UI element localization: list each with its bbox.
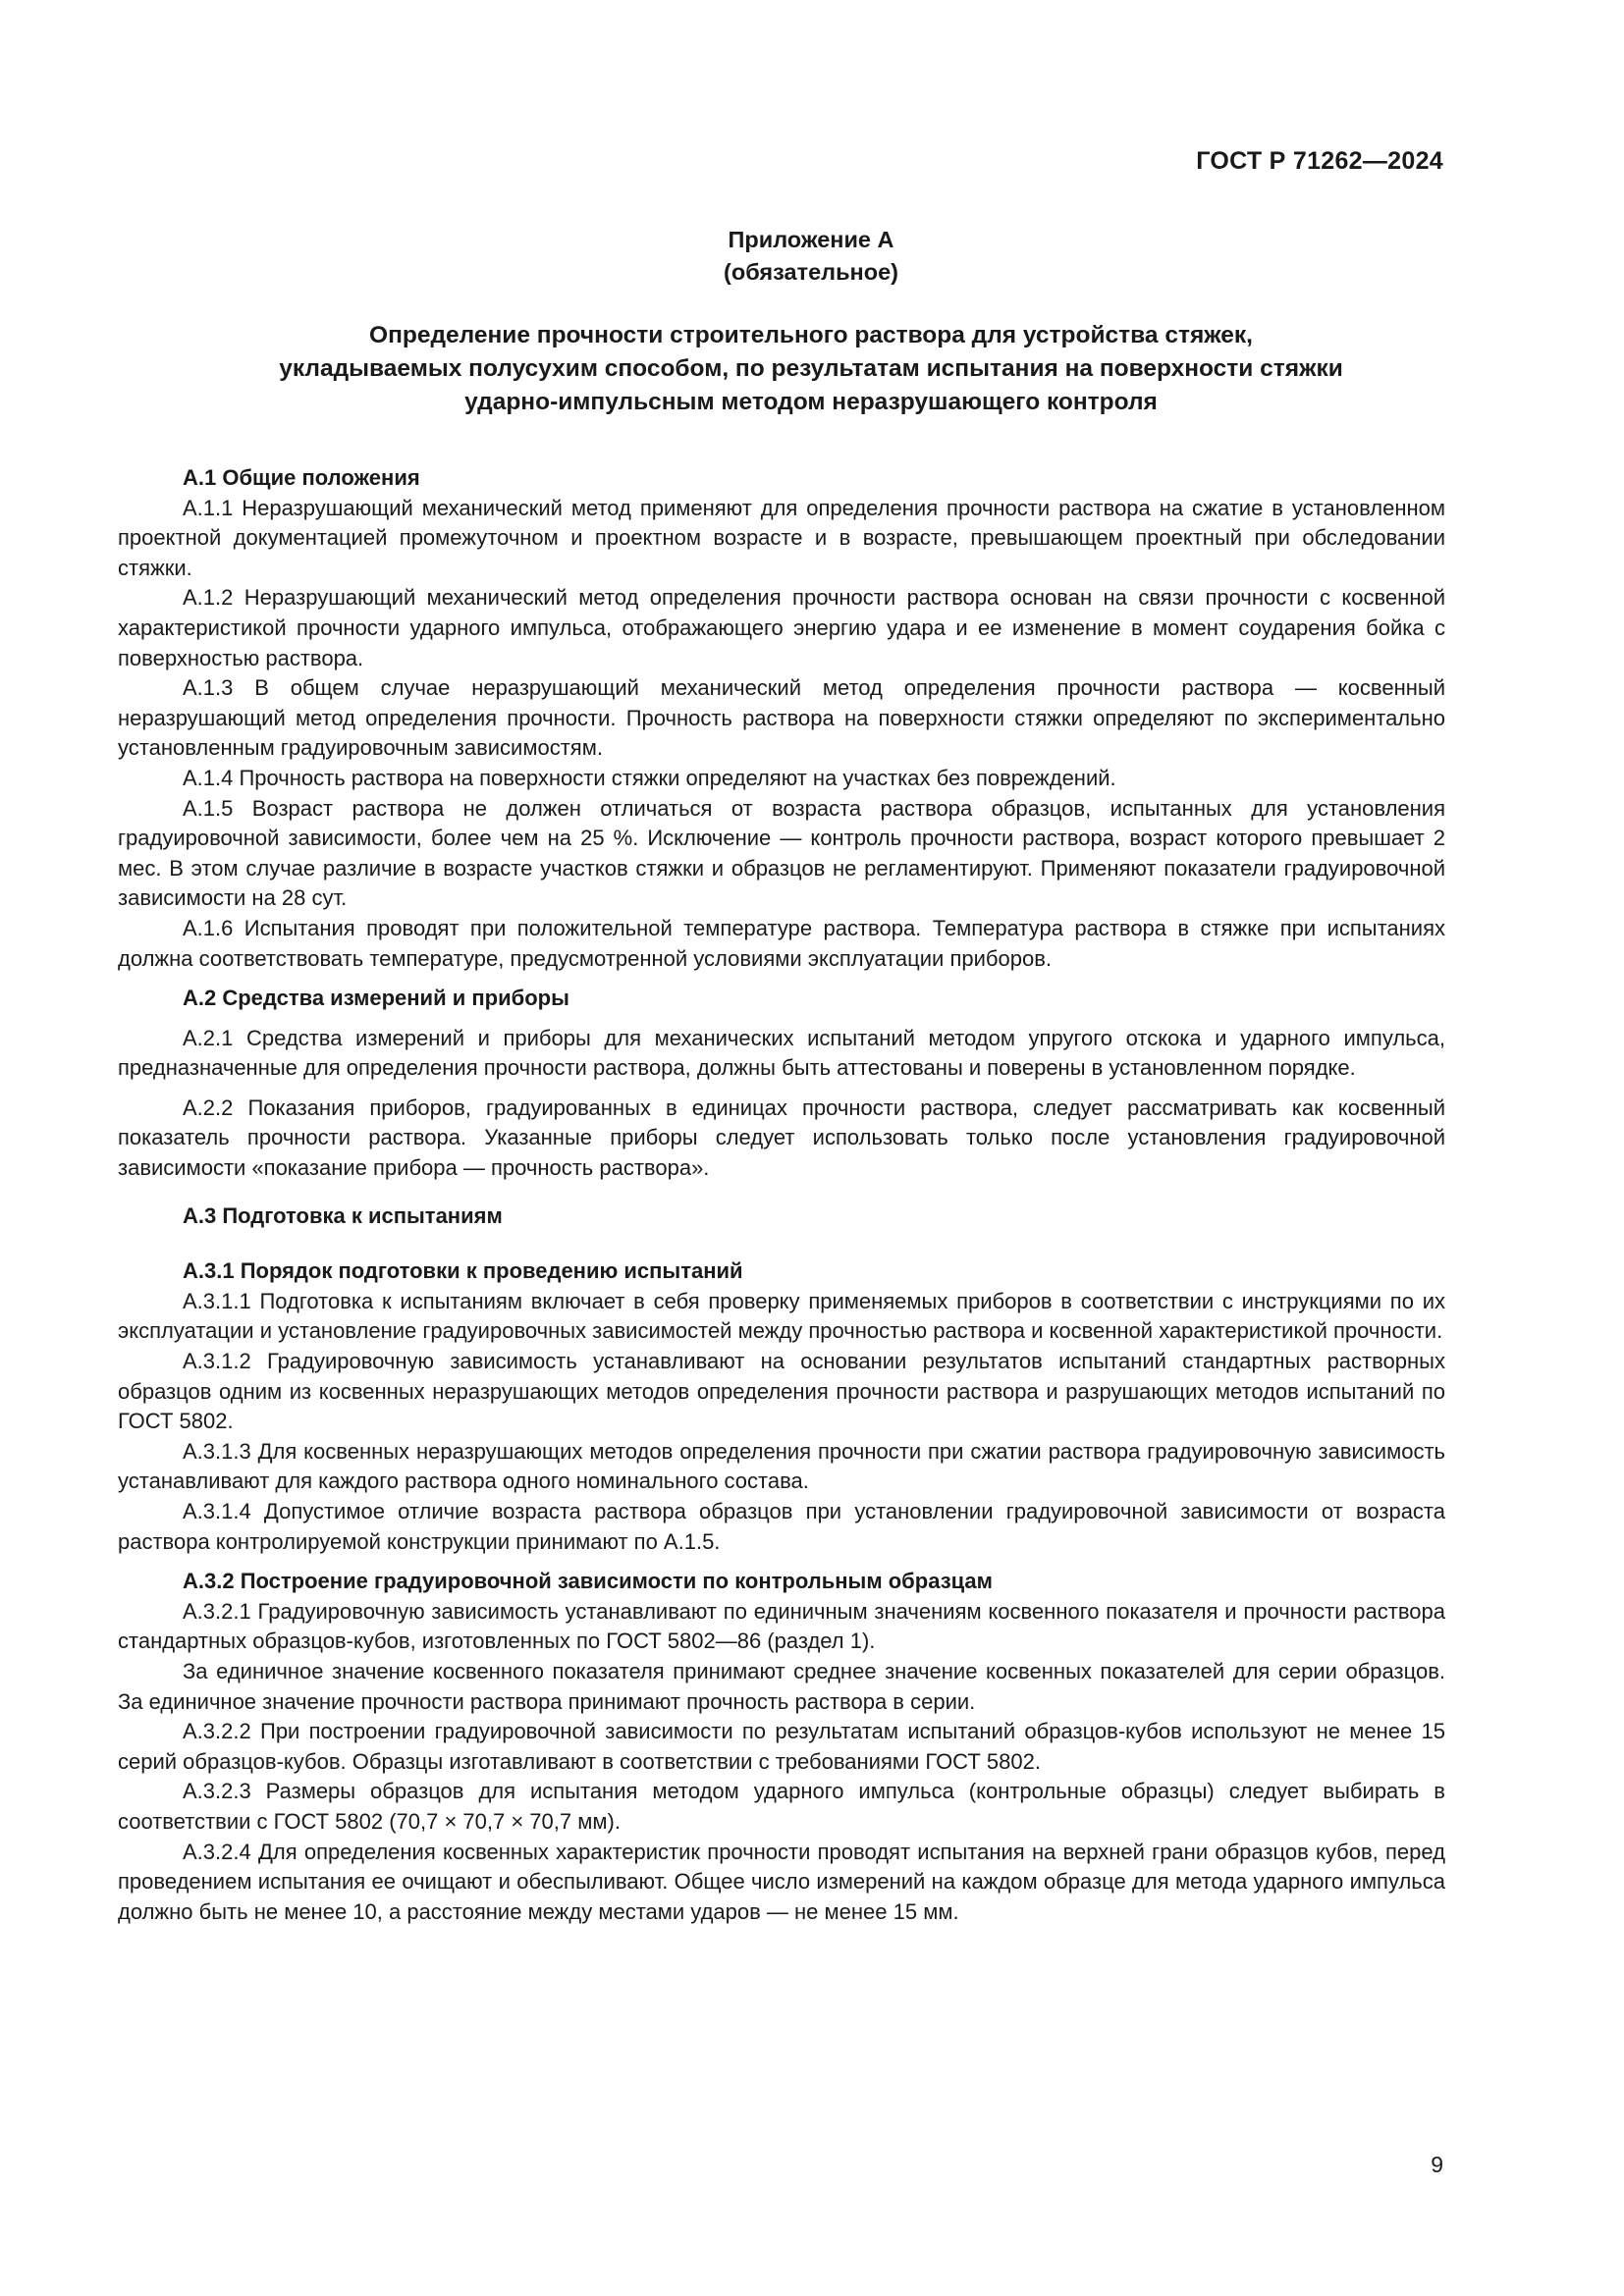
- paragraph-a3-2-1-note: За единичное значение косвенного показателя принимают среднее значение косвенных показателей для серии образцов. За единичное значение прочности раствора принимают прочность раствора в серии.: [118, 1658, 1445, 1714]
- paragraph-a3-2-2: А.3.2.2 При построении градуировочной зависимости по результатам испытаний образцов-кубов используют не менее 15 серий образцов-кубов. Образцы изготавливают в соответствии с требованиями ГОСТ 5802.: [118, 1719, 1445, 1774]
- paragraph-a3-2-3: А.3.2.3 Размеры образцов для испытания методом ударного импульса (контрольные образцы) следует выбирать в соответствии с ГОСТ 5802 (70,7 × 70,7 × 70,7 мм).: [118, 1779, 1445, 1834]
- paragraph-a3-2-1: А.3.2.1 Градуировочную зависимость устанавливают по единичным значениям косвенного показателя и прочности раствора стандартных образцов-кубов, изготовленных по ГОСТ 5802—86 (раздел 1).: [118, 1598, 1445, 1654]
- paragraph-a1-1: А.1.1 Неразрушающий механический метод применяют для определения прочности раствора на сжатие в установленном проектной документацией промежуточном и проектном возрасте и в возрасте, превышающем проектный при обследовании стяжки.: [118, 495, 1445, 580]
- annex-name: Приложение А: [728, 227, 894, 252]
- paragraph-a3-1-1: А.3.1.1 Подготовка к испытаниям включает в себя проверку применяемых приборов в соответствии с инструкциями по их эксплуатации и установление градуировочных зависимостей между прочностью раствора и косвенной характеристикой прочности.: [118, 1288, 1445, 1344]
- annex-title: [177, 319, 1445, 419]
- paragraph-a1-6: А.1.6 Испытания проводят при положительной температуре раствора. Температура раствора в стяжке при испытаниях должна соответствовать температуре, предусмотренной условиями эксплуатации приборов.: [118, 915, 1445, 971]
- annex-status: (обязательное): [724, 259, 898, 285]
- paragraph-a1-5: А.1.5 Возраст раствора не должен отличаться от возраста раствора образцов, испытанных для установления градуировочной зависимости, более чем на 25 %. Исключение — контроль прочности раствора, возраст которого превышает 2 мес. В этом случае различие в возрасте участков стяжки и образцов не регламентируют. Применяют показатели градуировочной зависимости на 28 сут.: [118, 795, 1445, 911]
- annex-heading: [177, 224, 1445, 289]
- paragraph-a1-4: А.1.4 Прочность раствора на поверхности стяжки определяют на участках без повреждений.: [183, 765, 1116, 790]
- subsection-heading-a3-2: А.3.2 Построение градуировочной зависимости по контрольным образцам: [183, 1569, 993, 1594]
- paragraph-a3-1-4: А.3.1.4 Допустимое отличие возраста раствора образцов при установлении градуировочной зависимости от возраста раствора контролируемой конструкции принимают по А.1.5.: [118, 1499, 1445, 1554]
- paragraph-a3-1-2: А.3.1.2 Градуировочную зависимость устанавливают на основании результатов испытаний стандартных растворных образцов одним из косвенных неразрушающих методов определения прочности раствора и разрушающих методов испытаний по ГОСТ 5802.: [118, 1349, 1445, 1434]
- paragraph-a3-1-3: А.3.1.3 Для косвенных неразрушающих методов определения прочности при сжатии раствора градуировочную зависимость устанавливают для каждого раствора одного номинального состава.: [118, 1438, 1445, 1494]
- paragraph-a1-2: А.1.2 Неразрушающий механический метод определения прочности раствора основан на связи прочности с косвенной характеристикой прочности ударного импульса, отображающего энергию удара и ее изменение в момент соударения бойка с поверхностью раствора.: [118, 585, 1445, 670]
- section-heading-a2: А.2 Средства измерений и приборы: [183, 986, 569, 1011]
- subsection-heading-a3-1: А.3.1 Порядок подготовки к проведению испытаний: [183, 1258, 743, 1284]
- title-line: укладываемых полусухим способом, по результатам испытания на поверхности стяжки: [279, 355, 1343, 382]
- paragraph-a2-2: А.2.2 Показания приборов, градуированных в единицах прочности раствора, следует рассматривать как косвенный показатель прочности раствора. Указанные приборы следует использовать только после установления градуировочной зависимости «показание прибора — прочность раствора».: [118, 1095, 1445, 1181]
- section-heading-a1: А.1 Общие положения: [183, 465, 420, 490]
- section-heading-a3: А.3 Подготовка к испытаниям: [183, 1202, 503, 1228]
- paragraph-a2-1: А.2.1 Средства измерений и приборы для механических испытаний методом упругого отскока и ударного импульса, предназначенные для определения прочности раствора, должны быть аттестованы и поверены в установленном порядке.: [118, 1025, 1445, 1081]
- document-body: [118, 463, 1445, 1927]
- page-number: 9: [1431, 2152, 1443, 2177]
- paragraph-a3-2-4: А.3.2.4 Для определения косвенных характеристик прочности проводят испытания на верхней грани образцов кубов, перед проведением испытания ее очищают и обеспыливают. Общее число измерений на каждом образце для метода ударного импульса должно быть не менее 10, а расстояние между местами ударов — не менее 15 мм.: [118, 1839, 1445, 1924]
- standard-designation: ГОСТ Р 71262—2024: [1196, 147, 1443, 175]
- title-line: ударно-импульсным методом неразрушающего контроля: [464, 389, 1158, 415]
- title-line: Определение прочности строительного раствора для устройства стяжек,: [369, 322, 1253, 348]
- paragraph-a1-3: А.1.3 В общем случае неразрушающий механический метод определения прочности раствора — косвенный неразрушающий метод определения прочности. Прочность раствора на поверхности стяжки определяют по экспериментально установленным градуировочным зависимостям.: [118, 675, 1445, 761]
